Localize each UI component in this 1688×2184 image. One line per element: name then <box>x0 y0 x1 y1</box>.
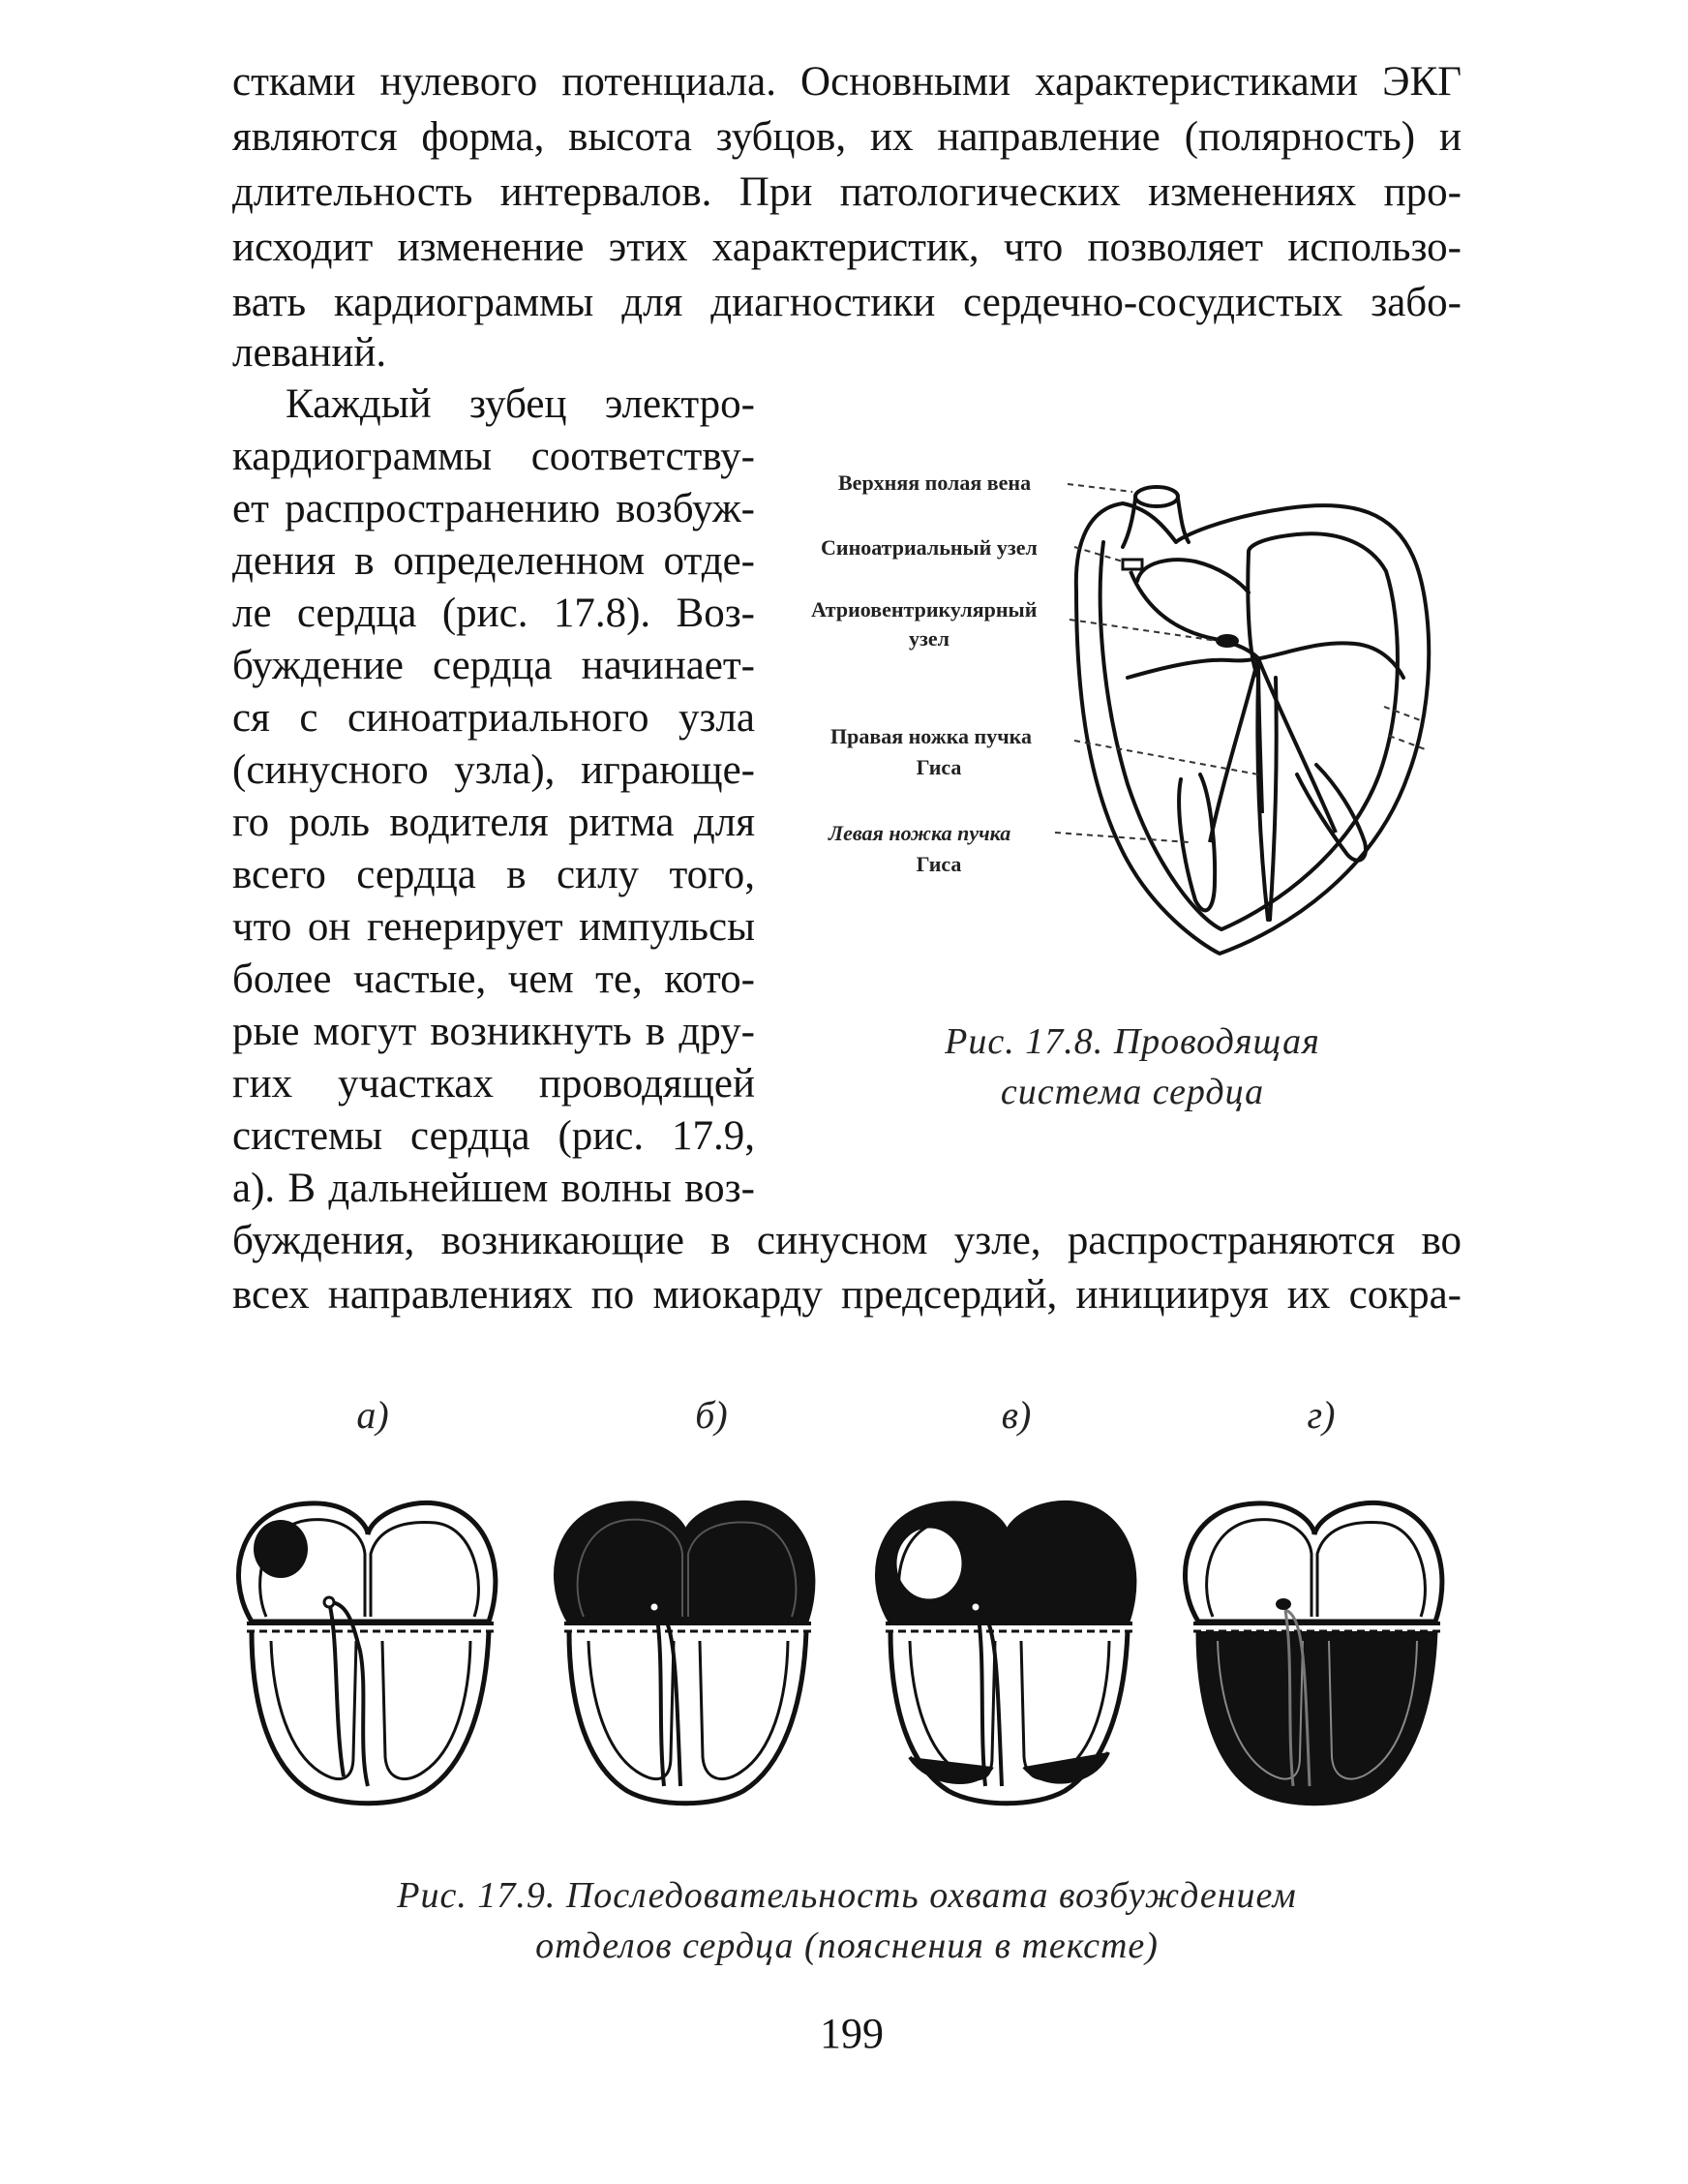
text-line: длительность интервалов. При патологических изменениях про- <box>232 169 1462 215</box>
sub-label-b: б) <box>695 1393 728 1437</box>
text-line: более частые, чем те, кото- <box>232 956 755 1002</box>
text-line: Каждый зубец электро- <box>286 381 755 427</box>
text-line: рые могут возникнуть в дру- <box>232 1009 755 1054</box>
text-line: леваний. <box>232 330 387 376</box>
heart-stage-b <box>557 1502 813 1803</box>
label-right-bundle: Правая ножка пучка <box>830 724 1032 748</box>
text-line: (синусного узла), играюще- <box>232 747 755 793</box>
text-line: являются форма, высота зубцов, их направление (полярность) и <box>232 114 1462 160</box>
text-line: ет распространению возбуж- <box>232 486 755 531</box>
text-line: гих участках проводящей <box>232 1061 755 1107</box>
heart-stage-v <box>878 1502 1134 1803</box>
label-superior-vena-cava: Верхняя полая вена <box>838 470 1032 495</box>
label-av-node-2: узел <box>909 626 950 651</box>
heart-stage-g <box>1186 1502 1442 1803</box>
label-sinoatrial-node: Синоатриальный узел <box>821 535 1038 560</box>
text-line: что он генерирует импульсы <box>232 904 755 950</box>
text-line: ле сердца (рис. 17.8). Воз- <box>232 591 755 636</box>
text-line: всего сердца в силу того, <box>232 852 755 897</box>
sub-label-a: а) <box>356 1393 389 1437</box>
sub-label-g: г) <box>1307 1393 1336 1437</box>
text-line: а). В дальнейшем волны воз- <box>232 1166 755 1211</box>
text-line: кардиограммы соответству- <box>232 434 755 479</box>
figure-17-9-caption: Рис. 17.9. Последовательность охвата возбуждением отделов сердца (пояснения в тексте) <box>397 1875 1297 1966</box>
label-av-node: Атриовентрикулярный <box>811 597 1038 622</box>
text-line: системы сердца (рис. 17.9, <box>232 1113 755 1159</box>
text-line: дения в определенном отде- <box>232 538 755 584</box>
label-right-bundle-2: Гиса <box>916 755 962 779</box>
figure-17-8-caption: Рис. 17.8. Проводящая система сердца <box>945 1021 1320 1112</box>
text-line: ся с синоатриального узла <box>232 695 755 741</box>
sub-label-v: в) <box>1001 1393 1032 1437</box>
label-left-bundle: Левая ножка пучка <box>829 821 1011 845</box>
heart-stage-a <box>239 1502 496 1803</box>
text-line: всех направлениях по миокарду предсердий, инициируя их сокра- <box>232 1272 1462 1318</box>
text-line: буждения, возникающие в синусном узле, распространяются во <box>232 1218 1462 1263</box>
text-line: исходит изменение этих характеристик, что позволяет использо- <box>232 225 1462 270</box>
text-line: вать кардиограммы для диагностики сердечно-сосудистых забо- <box>232 280 1462 325</box>
page-number: 199 <box>820 2010 884 2057</box>
text-line: стками нулевого потенциала. Основными характеристиками ЭКГ <box>232 59 1462 105</box>
text-line: го роль водителя ритма для <box>232 800 755 845</box>
label-left-bundle-2: Гиса <box>916 852 962 876</box>
text-line: буждение сердца начинает- <box>232 643 755 688</box>
